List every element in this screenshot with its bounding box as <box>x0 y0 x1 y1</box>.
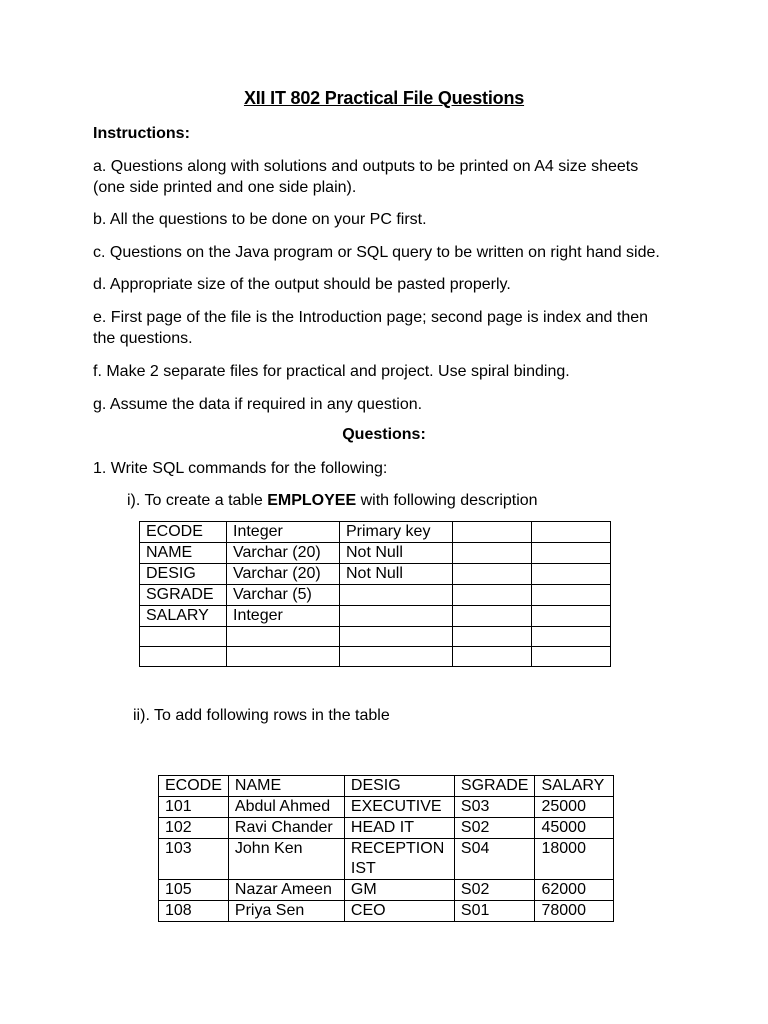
question-1-i-prefix: i). To create a table <box>127 492 268 509</box>
instruction-d: d. Appropriate size of the output should be pasted properly. <box>93 276 511 293</box>
table-cell: 105 <box>159 880 229 901</box>
table-cell: SALARY <box>140 606 227 627</box>
table-cell: S02 <box>454 880 535 901</box>
instruction-a-line2: (one side printed and one side plain). <box>93 179 357 196</box>
column-header: ECODE <box>159 776 229 797</box>
table-cell: John Ken <box>228 839 344 880</box>
table-row <box>140 647 611 667</box>
table-row <box>140 564 611 585</box>
table-cell <box>532 627 611 647</box>
table-cell: ECODE <box>140 522 227 543</box>
instruction-f: f. Make 2 separate files for practical and project. Use spiral binding. <box>93 363 570 380</box>
instruction-e-line2: the questions. <box>93 330 193 347</box>
instruction-b: b. All the questions to be done on your PC first. <box>93 211 427 228</box>
table-cell: Nazar Ameen <box>228 880 344 901</box>
instruction-a-line1: a. Questions along with solutions and outputs to be printed on A4 size sheets <box>93 158 639 175</box>
table-row <box>140 522 611 543</box>
table-cell <box>340 647 453 667</box>
table-cell: NAME <box>140 543 227 564</box>
column-header: DESIG <box>344 776 454 797</box>
table-cell: HEAD IT <box>344 818 454 839</box>
table-row <box>159 880 614 901</box>
table-cell: S01 <box>454 901 535 922</box>
table-cell: 78000 <box>535 901 614 922</box>
table-cell: Not Null <box>340 543 453 564</box>
table-cell: Integer <box>227 522 340 543</box>
table-cell: CEO <box>344 901 454 922</box>
question-1-i-table-name: EMPLOYEE <box>267 492 357 509</box>
table-cell: Not Null <box>340 564 453 585</box>
table-cell: S04 <box>454 839 535 880</box>
table-row <box>159 818 614 839</box>
structure-table-body <box>140 522 611 667</box>
column-header: SGRADE <box>454 776 535 797</box>
table-cell <box>453 585 532 606</box>
question-1-i <box>127 490 727 511</box>
table-cell <box>532 585 611 606</box>
table-cell: 62000 <box>535 880 614 901</box>
table-cell: DESIG <box>140 564 227 585</box>
table-cell <box>340 585 453 606</box>
table-cell <box>227 627 340 647</box>
table-cell: 108 <box>159 901 229 922</box>
instruction-c: c. Questions on the Java program or SQL query to be written on right hand side. <box>93 244 660 261</box>
table-cell: Ravi Chander <box>228 818 344 839</box>
table-cell <box>453 627 532 647</box>
table-cell <box>453 543 532 564</box>
table-cell <box>140 647 227 667</box>
table-cell: Varchar (20) <box>227 564 340 585</box>
questions-heading: Questions: <box>342 426 426 443</box>
table-cell: S03 <box>454 797 535 818</box>
question-1: 1. Write SQL commands for the following: <box>93 460 388 477</box>
table-cell <box>340 606 453 627</box>
table-header-row <box>159 776 614 797</box>
table-cell: RECEPTIONIST <box>344 839 454 880</box>
table-row <box>140 543 611 564</box>
instructions-heading: Instructions: <box>93 125 190 142</box>
question-1-i-suffix: with following description <box>356 492 538 509</box>
rows-table-header <box>159 776 614 797</box>
table-cell: Varchar (20) <box>227 543 340 564</box>
table-cell: 102 <box>159 818 229 839</box>
table-cell: 103 <box>159 839 229 880</box>
table-cell <box>532 564 611 585</box>
table-cell <box>227 647 340 667</box>
table-row <box>159 797 614 818</box>
table-cell <box>532 522 611 543</box>
table-cell: Priya Sen <box>228 901 344 922</box>
column-header: NAME <box>228 776 344 797</box>
instruction-g: g. Assume the data if required in any question. <box>93 396 423 413</box>
table-cell: 18000 <box>535 839 614 880</box>
table-cell: GM <box>344 880 454 901</box>
question-1-ii: ii). To add following rows in the table <box>133 707 390 724</box>
table-row <box>140 627 611 647</box>
rows-table-body <box>159 797 614 922</box>
table-row <box>140 585 611 606</box>
table-cell <box>532 606 611 627</box>
employee-rows-table <box>158 775 614 922</box>
table-cell <box>340 627 453 647</box>
table-cell <box>453 606 532 627</box>
table-cell: 25000 <box>535 797 614 818</box>
table-cell <box>140 627 227 647</box>
table-cell <box>532 543 611 564</box>
employee-structure-table <box>139 521 611 667</box>
table-cell: S02 <box>454 818 535 839</box>
page-title: XII IT 802 Practical File Questions <box>243 88 525 108</box>
table-cell: 101 <box>159 797 229 818</box>
table-row <box>159 839 614 880</box>
table-cell: EXECUTIVE <box>344 797 454 818</box>
table-cell: Varchar (5) <box>227 585 340 606</box>
table-cell: Abdul Ahmed <box>228 797 344 818</box>
table-cell: Integer <box>227 606 340 627</box>
table-cell: 45000 <box>535 818 614 839</box>
column-header: SALARY <box>535 776 614 797</box>
table-cell <box>453 522 532 543</box>
table-cell: Primary key <box>340 522 453 543</box>
table-cell <box>453 564 532 585</box>
table-cell <box>532 647 611 667</box>
instruction-e-line1: e. First page of the file is the Introduction page; second page is index and then <box>93 309 649 326</box>
table-row <box>140 606 611 627</box>
table-row <box>159 901 614 922</box>
table-cell <box>453 647 532 667</box>
table-cell: SGRADE <box>140 585 227 606</box>
